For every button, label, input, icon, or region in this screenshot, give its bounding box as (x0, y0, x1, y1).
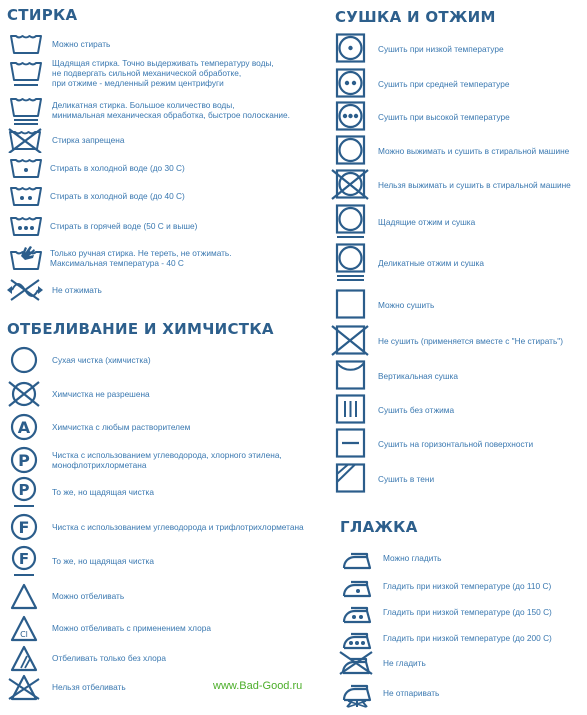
list-item (7, 379, 150, 409)
dry-clean-f-gentle-icon (9, 545, 39, 577)
list-item (334, 289, 434, 320)
tumble-dry-forbidden-icon (330, 169, 370, 200)
dry-clean-p-icon (9, 445, 39, 475)
list-item (334, 243, 484, 282)
item-label: Сухая чистка (химчистка) (52, 355, 151, 365)
list-item (334, 394, 454, 425)
list-item (8, 58, 274, 88)
item-label: Можно отбеливать с применением хлора (52, 623, 211, 633)
list-item (9, 644, 166, 672)
item-label: Сушить без отжима (378, 404, 455, 415)
item-label: Можно отбеливать (52, 591, 125, 601)
list-item (8, 213, 197, 239)
item-label: То же, но щадящая чистка (52, 556, 154, 566)
item-label: Гладить при низкой температуре (до 150 С) (383, 607, 552, 617)
list-item (330, 325, 563, 356)
item-label: Сушить при высокой температуре (378, 111, 510, 122)
item-label: Можно гладить (383, 553, 442, 563)
washing-title: СТИРКА (7, 6, 78, 24)
list-item (9, 614, 211, 642)
list-item (8, 244, 232, 272)
item-label: Нельзя отбеливать (52, 682, 126, 692)
tumble-dry-medium-icon (334, 68, 367, 99)
bleach-forbidden-icon (7, 673, 41, 701)
list-item (341, 678, 439, 708)
item-label: Сушить на горизонтальной поверхности (378, 438, 534, 449)
item-label: Гладить при низкой температуре (до 200 С) (383, 633, 552, 643)
item-label: Вертикальная сушка (378, 370, 458, 381)
dry-clean-icon (9, 345, 39, 375)
item-label: Можно выжимать и сушить в стиральной машине (378, 145, 570, 156)
dry-clean-a-icon (9, 412, 39, 442)
list-item (8, 155, 185, 181)
list-item (341, 574, 551, 598)
iron-forbidden-icon (338, 650, 374, 676)
list-item (8, 31, 110, 57)
wash-delicate-icon (8, 94, 44, 126)
list-item (9, 345, 151, 375)
item-label: Сушить в тени (378, 473, 435, 484)
item-label: Стирать в горячей воде (50 С и выше) (50, 221, 198, 231)
drip-dry-icon (334, 394, 367, 425)
item-label: Щадящая стирка. Точно выдерживать температуру воды, не подвергать сильной механической обработке, при отжиме - медленный режим центрифуги (52, 58, 274, 88)
list-item (334, 135, 569, 166)
ironing-title: ГЛАЖКА (340, 518, 418, 536)
line-dry-icon (334, 360, 367, 391)
list-item (341, 600, 552, 624)
item-label: Стирать в холодной воде (до 30 С) (50, 163, 185, 173)
item-label: Стирать в холодной воде (до 40 С) (50, 191, 185, 201)
bleach-icon (9, 582, 39, 610)
wash-forbidden-icon (6, 127, 44, 153)
iron-low-icon (341, 574, 373, 598)
list-item (8, 183, 185, 209)
wash-40-icon (8, 183, 44, 209)
list-item (9, 412, 190, 442)
wash-30-icon (8, 155, 44, 181)
list-item (7, 673, 126, 701)
item-label: Деликатная стирка. Большое количество воды, минимальная механическая обработка, быстрое полоскание. (52, 100, 290, 120)
dry-forbidden-icon (330, 325, 370, 356)
dry-icon (334, 289, 367, 320)
list-item (334, 101, 510, 132)
item-label: Не гладить (383, 658, 426, 668)
dry-clean-forbidden-icon (7, 379, 41, 409)
item-label: Сушить при средней температуре (378, 78, 510, 89)
list-item (338, 650, 426, 676)
list-item (9, 512, 304, 542)
iron-medium-icon (341, 600, 373, 624)
svg-text:F: F (18, 518, 30, 537)
tumble-dry-delicate-icon (334, 243, 367, 282)
item-label: Сушить при низкой температуре (378, 43, 504, 54)
dry-clean-p-gentle-icon (9, 476, 39, 508)
list-item (9, 476, 154, 508)
item-label: Не сушить (применяется вместе с "Не стирать") (378, 335, 563, 346)
svg-text:P: P (18, 481, 30, 499)
wash-basin-icon (8, 31, 44, 57)
bleach-chlorine-icon (9, 614, 39, 642)
item-label: Чистка с использованием углеводорода и трифлотрихлорметана (52, 522, 304, 532)
wash-gentle-icon (8, 58, 44, 88)
item-label: Не отжимать (52, 285, 102, 295)
iron-icon (341, 546, 373, 570)
list-item (334, 204, 475, 239)
svg-text:F: F (18, 550, 30, 568)
svg-text:P: P (18, 451, 30, 470)
list-item (6, 127, 124, 153)
iron-high-icon (341, 626, 373, 650)
item-label: Можно стирать (52, 39, 111, 49)
no-wring-icon (6, 278, 44, 302)
drying-title: СУШКА И ОТЖИМ (335, 8, 496, 26)
item-label: Нельзя выжимать и сушить в стиральной машине (378, 179, 571, 190)
list-item (334, 428, 533, 459)
item-label: Не отпаривать (383, 688, 440, 698)
wash-hot-icon (8, 213, 44, 239)
hand-wash-icon (8, 244, 44, 272)
item-label: Отбеливать только без хлора (52, 653, 166, 663)
list-item (6, 278, 102, 302)
item-label: Химчистка с любым растворителем (52, 422, 191, 432)
item-label: Гладить при низкой температуре (до 110 С) (383, 581, 552, 591)
dry-shade-icon (334, 463, 367, 494)
bleaching-title: ОТБЕЛИВАНИЕ И ХИМЧИСТКА (7, 320, 274, 338)
list-item (341, 626, 552, 650)
svg-text:A: A (17, 418, 31, 437)
tumble-dry-low-icon (334, 33, 367, 64)
item-label: То же, но щадящая чистка (52, 487, 154, 497)
tumble-dry-gentle-icon (334, 204, 367, 239)
list-item (330, 169, 571, 200)
list-item (334, 360, 458, 391)
item-label: Деликатные отжим и сушка (378, 257, 484, 268)
item-label: Химчистка не разрешена (52, 389, 150, 399)
item-label: Можно сушить (378, 299, 435, 310)
list-item (334, 463, 434, 494)
item-label: Только ручная стирка. Не тереть, не отжимать. Максимальная температура - 40 С (50, 248, 232, 268)
item-label: Стирка запрещена (52, 135, 125, 145)
dry-clean-f-icon (9, 512, 39, 542)
bleach-no-chlorine-icon (9, 644, 39, 672)
no-steam-icon (341, 678, 373, 708)
footer-link[interactable]: www.Bad-Good.ru (213, 680, 303, 692)
tumble-dry-high-icon (334, 101, 367, 132)
list-item (334, 68, 509, 99)
list-item (341, 546, 441, 570)
list-item (9, 582, 124, 610)
flat-dry-icon (334, 428, 367, 459)
svg-text:Cl: Cl (20, 630, 28, 639)
item-label: Чистка с использованием углеводорода, хлорного этилена, монофлотрихлорметана (52, 450, 282, 470)
list-item (334, 33, 504, 64)
list-item (9, 445, 282, 475)
list-item (9, 545, 154, 577)
tumble-dry-icon (334, 135, 367, 166)
item-label: Щадящие отжим и сушка (378, 216, 476, 227)
list-item (8, 94, 290, 126)
